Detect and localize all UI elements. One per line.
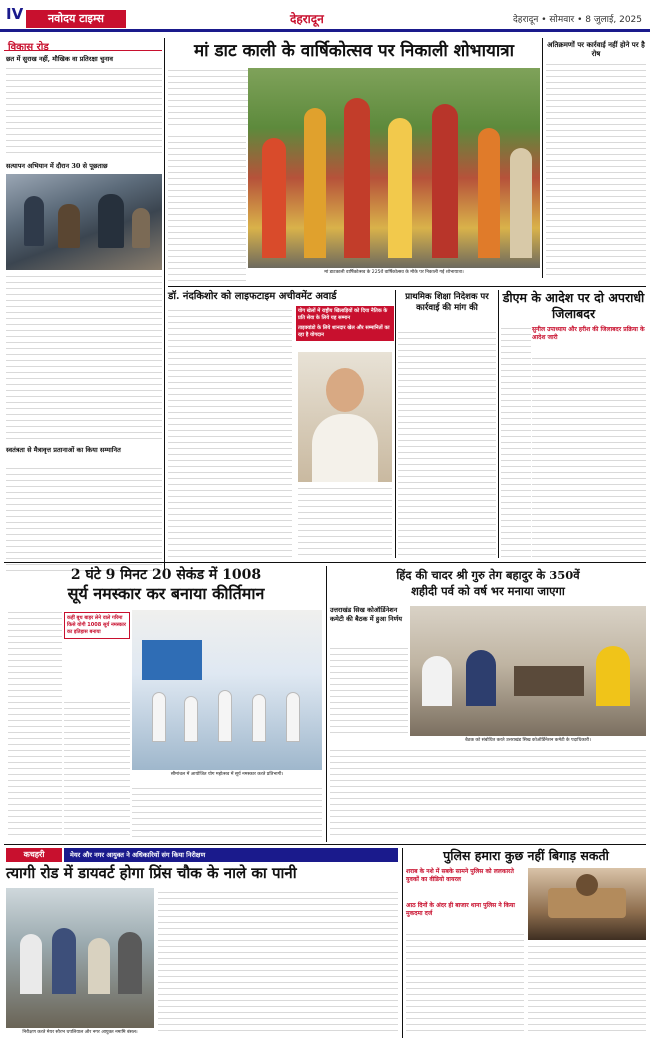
main-body-lower xyxy=(168,134,246,282)
section-label: विकास रोड xyxy=(8,42,49,53)
column-divider-edu xyxy=(395,290,396,558)
yoga-caption: सीमांचल में आयोजित योग महोत्सव में सूर्य नमस्कार करते प्रतिभागी। xyxy=(170,772,284,777)
police-body-right xyxy=(528,944,646,1036)
left-lead-body xyxy=(6,66,162,158)
yoga-body-left xyxy=(8,610,62,840)
column-divider-guru xyxy=(326,566,327,842)
procession-photo xyxy=(248,68,540,268)
encroachment-body xyxy=(546,62,646,280)
award-body-2 xyxy=(298,486,392,558)
main-headline: मां डाट काली के वार्षिकोत्सव पर निकाली शोभायात्रा xyxy=(193,41,515,61)
left-story3-headline: स्वतंत्रता से मैत्रावृत्त प्रतानाओं का किया सम्मानित xyxy=(6,446,121,454)
police-bullet-1: शराब के नशे में सबके सामने पुलिस को ललकारते युवकों का वीडियो वायरल xyxy=(406,868,514,883)
kachahri-photo xyxy=(6,888,154,1028)
left-story3-body xyxy=(6,466,162,574)
yoga-photo xyxy=(132,610,322,770)
guru-meeting-photo xyxy=(410,606,646,736)
section-label-bar xyxy=(4,38,162,51)
police-headline: पुलिस हमारा कुछ नहीं बिगाड़ सकती xyxy=(443,848,609,863)
dm-headline: डीएम के आदेश पर दो अपराधी जिलाबदर xyxy=(502,290,645,321)
column-divider-police xyxy=(402,848,403,1038)
yoga-headline-2: सूर्य नमस्कार कर बनाया कीर्तिमान xyxy=(67,584,265,603)
guru-subhead: उत्तराखंड सिख कोऑर्डिनेशन कमेटी की बैठक में हुआ निर्णय xyxy=(330,606,403,623)
row-divider xyxy=(168,286,646,287)
award-bullet-1: योग खेलों में राष्ट्रीय खिलाड़ियों को दिया नैतिक के प्रति सेवा के लिये यह सम्मान xyxy=(298,308,388,321)
police-photo xyxy=(528,868,646,940)
left-story2-body xyxy=(6,274,162,442)
kachahri-headline: त्यागी रोड में डायवर्ट होगा प्रिंस चौक के नाले का पानी xyxy=(6,864,297,882)
dm-subhead: सुनील उपाध्याय और हरीश की जिलाबदर प्रक्रिया के आदेश जारी xyxy=(532,326,645,341)
dm-body-left xyxy=(501,326,531,558)
kachahri-tagline: मेयर और नगर आयुक्त ने अधिकारियों संग किया निरीक्षण xyxy=(64,848,398,862)
left-lead-headline: छत में सुराख नहीं, मौखिक वा प्रतिरक्षा चुनाव xyxy=(6,55,114,63)
encroachment-headline: अतिक्रमणों पर कार्रवाई नहीं होने पर है रोष xyxy=(547,40,645,58)
award-body xyxy=(168,308,292,558)
guru-headline-1: हिंद की चादर श्री गुरु तेग बहादुर के 350वें xyxy=(396,568,580,582)
police-body-left xyxy=(406,932,524,1036)
main-body-left xyxy=(168,68,248,130)
award-portrait xyxy=(298,352,392,482)
kachahri-body xyxy=(158,890,398,1036)
kachahri-tag: कचहरी xyxy=(6,848,62,862)
row-divider-3 xyxy=(4,844,646,845)
page-header xyxy=(0,0,650,32)
city-label: देहरादून xyxy=(290,12,324,26)
dm-body xyxy=(532,356,646,558)
award-bullet-2: ताइक्वांडो के लिये शानदार खेल और सम्मानितों का रहा है योगदान xyxy=(298,325,390,338)
left-column xyxy=(4,38,162,576)
yoga-body-bottom xyxy=(132,786,322,840)
column-divider xyxy=(164,38,165,576)
page-number: IV xyxy=(6,5,24,23)
education-body xyxy=(398,330,496,558)
procession-caption: मां डाटकाली वार्षिकोत्सव के 225वें वार्षिकोत्सव के मौके पर निकाली गई शोभायात्रा। xyxy=(324,270,464,275)
guru-headline-2: शहीदी पर्व को वर्ष भर मनाया जाएगा xyxy=(411,584,565,598)
yoga-headline-1: 2 घंटे 9 मिनट 20 सेकंड में 1008 xyxy=(70,567,262,583)
kachahri-caption: निरीक्षण करते मेयर सौरभ थपलियाल और नगर आयुक्त नमामि बंसल। xyxy=(22,1030,138,1035)
left-police-photo xyxy=(6,174,162,270)
education-headline: प्राथमिक शिक्षा निदेशक पर कार्रवाई की मांग की xyxy=(405,292,489,313)
column-divider-dm xyxy=(498,290,499,558)
issue-date: देहरादून • सोमवार • 8 जुलाई, 2025 xyxy=(513,15,642,25)
police-bullet-2: आठ दिनों के अंदर ही बाजार थाना पुलिस ने किया मुकदमा दर्ज xyxy=(406,902,515,917)
award-bullets xyxy=(296,306,394,341)
award-headline: डॉ. नंदकिशोर को लाइफटाइम अचीवमेंट अवार्ड xyxy=(168,291,337,302)
column-divider-right xyxy=(542,38,543,278)
guru-caption: बैठक को संबोधित करते उत्तराखंड सिख कोऑर्डिनेशन कमेटी के पदाधिकारी। xyxy=(465,738,591,743)
guru-body-left xyxy=(330,646,408,736)
yoga-body-mid xyxy=(64,700,130,840)
yoga-quote: कहीं बूथ बाहर लेने वाले गरिमा किसे योगी 1008 सूर्य नमस्कार का इतिहास बनाया xyxy=(64,612,130,639)
row-divider-2 xyxy=(4,562,646,563)
left-story2-headline: सत्यापन अभियान में दौरान 30 से पूछताछ xyxy=(6,162,108,170)
guru-body-bottom xyxy=(330,748,646,840)
paper-name: नवोदय टाइम्स xyxy=(26,10,126,28)
